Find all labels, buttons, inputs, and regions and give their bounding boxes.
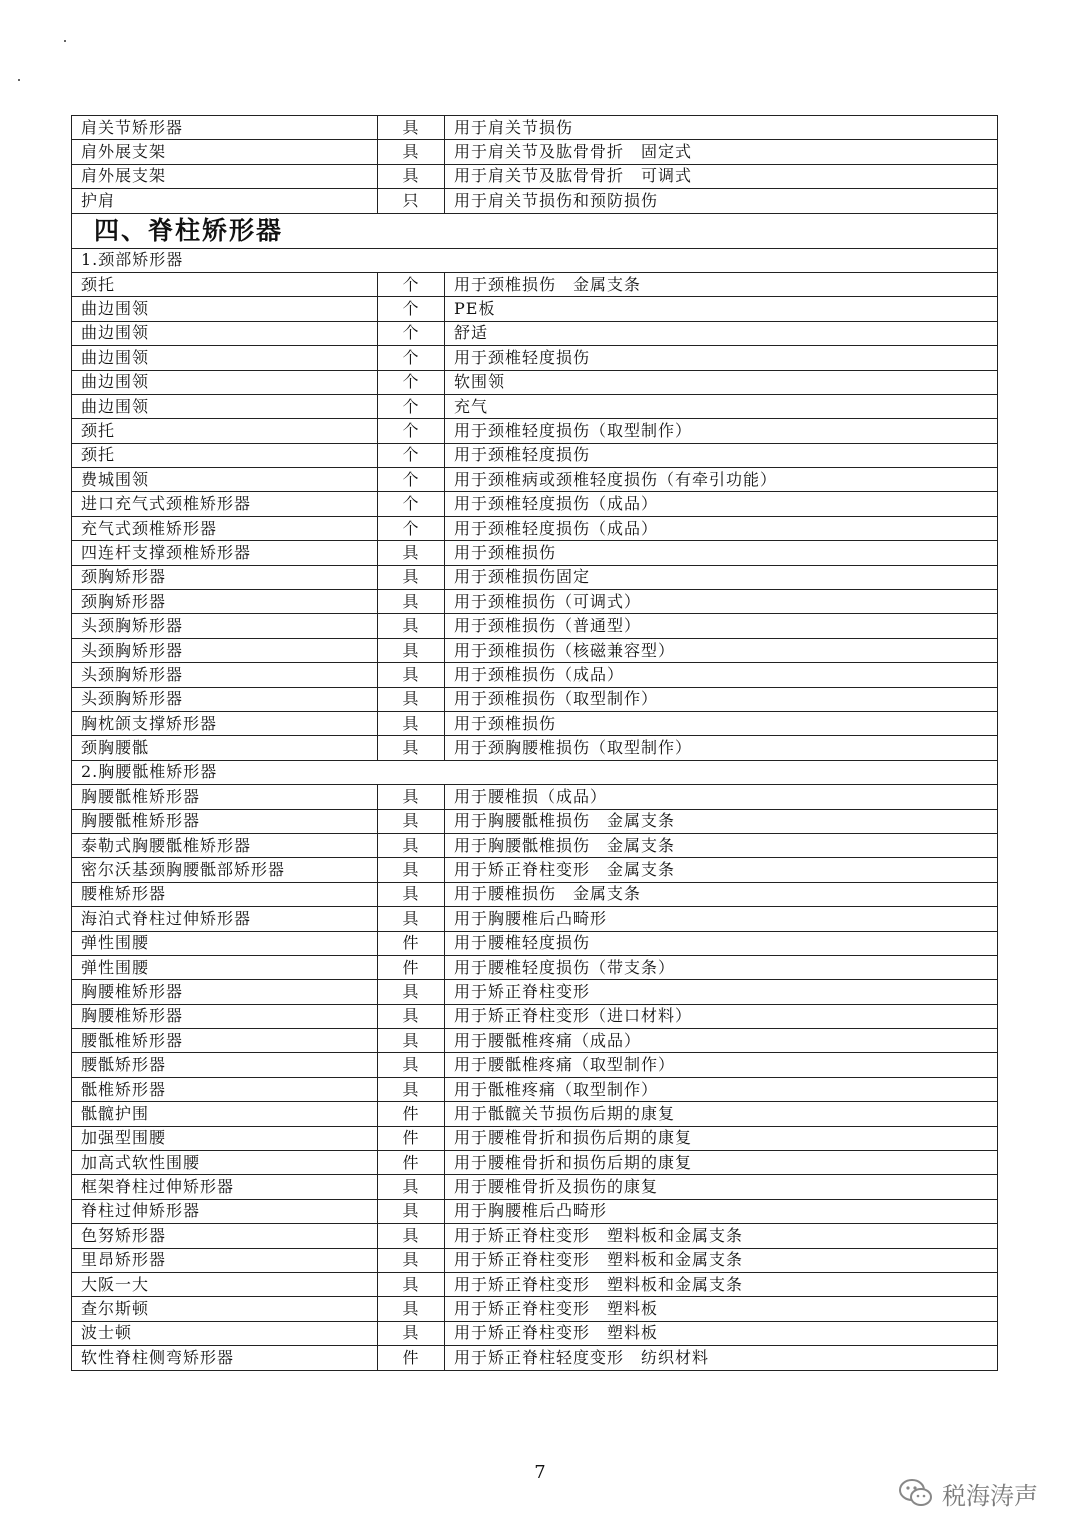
- item-unit: 具: [378, 882, 445, 906]
- item-name: 加强型围腰: [72, 1126, 378, 1150]
- item-name: 腰骶椎矫形器: [72, 1029, 378, 1053]
- item-unit: 个: [378, 370, 445, 394]
- item-name: 护肩: [72, 189, 378, 213]
- item-description: 用于矫正脊柱变形 塑料板: [445, 1297, 998, 1321]
- item-unit: 具: [378, 785, 445, 809]
- item-unit: 具: [378, 687, 445, 711]
- item-name: 腰椎矫形器: [72, 882, 378, 906]
- table-row: [72, 736, 998, 760]
- item-unit: 具: [378, 1321, 445, 1345]
- item-description: 用于腰椎轻度损伤: [445, 931, 998, 955]
- item-description: 用于颈椎损伤（成品）: [445, 663, 998, 687]
- table-row: [72, 1199, 998, 1223]
- item-description: 用于腰骶椎疼痛（成品）: [445, 1029, 998, 1053]
- item-name: 颈胸矫形器: [72, 590, 378, 614]
- item-name: 胸腰椎矫形器: [72, 980, 378, 1004]
- item-description: 用于颈椎损伤: [445, 541, 998, 565]
- item-name: 曲边围领: [72, 321, 378, 345]
- table-row: [72, 541, 998, 565]
- watermark: [898, 1476, 1038, 1510]
- section-heading-row: [72, 213, 998, 248]
- section-heading: 四、脊柱矫形器: [72, 213, 998, 248]
- table-row: [72, 419, 998, 443]
- table-row: [72, 663, 998, 687]
- table-row: [72, 785, 998, 809]
- item-description: 用于腰椎骨折及损伤的康复: [445, 1175, 998, 1199]
- item-unit: 件: [378, 931, 445, 955]
- item-unit: 个: [378, 297, 445, 321]
- item-unit: 个: [378, 272, 445, 296]
- item-description: 用于颈椎轻度损伤: [445, 346, 998, 370]
- item-name: 胸腰骶椎矫形器: [72, 809, 378, 833]
- item-unit: 具: [378, 711, 445, 735]
- table-row: [72, 590, 998, 614]
- table-row: [72, 1102, 998, 1126]
- subsection-heading: 2.胸腰骶椎矫形器: [72, 760, 998, 784]
- item-unit: 具: [378, 1272, 445, 1296]
- item-name: 肩关节矫形器: [72, 116, 378, 140]
- subsection-heading: 1.颈部矫形器: [72, 248, 998, 272]
- table-row: [72, 297, 998, 321]
- item-description: 用于颈椎损伤 金属支条: [445, 272, 998, 296]
- item-unit: 件: [378, 1126, 445, 1150]
- item-name: 颈胸矫形器: [72, 565, 378, 589]
- item-unit: 具: [378, 858, 445, 882]
- item-description: 用于胸腰椎后凸畸形: [445, 1199, 998, 1223]
- item-name: 颈托: [72, 419, 378, 443]
- item-description: 用于腰椎轻度损伤（带支条）: [445, 955, 998, 979]
- item-name: 颈托: [72, 272, 378, 296]
- item-name: 曲边围领: [72, 297, 378, 321]
- item-description: 用于骶髋关节损伤后期的康复: [445, 1102, 998, 1126]
- table-row: [72, 321, 998, 345]
- item-unit: 具: [378, 164, 445, 188]
- item-description: 用于颈椎病或颈椎轻度损伤（有牵引功能）: [445, 468, 998, 492]
- item-name: 曲边围领: [72, 346, 378, 370]
- item-description: 用于颈椎损伤固定: [445, 565, 998, 589]
- item-unit: 件: [378, 955, 445, 979]
- item-unit: 具: [378, 1029, 445, 1053]
- table-row: [72, 1175, 998, 1199]
- item-description: 用于肩关节及肱骨骨折 固定式: [445, 140, 998, 164]
- item-unit: 具: [378, 638, 445, 662]
- table-row: [72, 907, 998, 931]
- item-description: 用于肩关节损伤: [445, 116, 998, 140]
- item-description: 用于矫正脊柱变形 塑料板: [445, 1321, 998, 1345]
- table-row: [72, 272, 998, 296]
- item-name: 软性脊柱侧弯矫形器: [72, 1346, 378, 1370]
- item-name: 加高式软性围腰: [72, 1151, 378, 1175]
- item-name: 腰骶矫形器: [72, 1053, 378, 1077]
- item-name: 胸腰骶椎矫形器: [72, 785, 378, 809]
- item-name: 颈胸腰骶: [72, 736, 378, 760]
- table-row: [72, 565, 998, 589]
- item-unit: 个: [378, 321, 445, 345]
- scan-speck: [64, 40, 66, 42]
- item-description: 用于颈椎轻度损伤（成品）: [445, 492, 998, 516]
- table-row: [72, 443, 998, 467]
- item-unit: 具: [378, 809, 445, 833]
- item-name: 胸腰椎矫形器: [72, 1004, 378, 1028]
- table-row: [72, 1029, 998, 1053]
- item-description: 用于腰骶椎疼痛（取型制作）: [445, 1053, 998, 1077]
- item-name: 充气式颈椎矫形器: [72, 516, 378, 540]
- item-unit: 个: [378, 468, 445, 492]
- table-row: [72, 638, 998, 662]
- table-row: [72, 955, 998, 979]
- item-name: 弹性围腰: [72, 931, 378, 955]
- item-name: 费城围领: [72, 468, 378, 492]
- item-description: 用于腰椎损伤 金属支条: [445, 882, 998, 906]
- item-unit: 个: [378, 516, 445, 540]
- item-name: 头颈胸矫形器: [72, 638, 378, 662]
- item-description: 用于矫正脊柱变形（进口材料）: [445, 1004, 998, 1028]
- item-name: 曲边围领: [72, 370, 378, 394]
- item-description: 用于矫正脊柱变形: [445, 980, 998, 1004]
- item-description: 用于颈椎轻度损伤: [445, 443, 998, 467]
- item-name: 密尔沃基颈胸腰骶部矫形器: [72, 858, 378, 882]
- item-unit: 具: [378, 1248, 445, 1272]
- item-name: 曲边围领: [72, 394, 378, 418]
- item-unit: 具: [378, 663, 445, 687]
- item-description: 用于颈椎损伤（核磁兼容型）: [445, 638, 998, 662]
- table-row: [72, 1346, 998, 1370]
- item-name: 胸枕颌支撑矫形器: [72, 711, 378, 735]
- item-name: 头颈胸矫形器: [72, 687, 378, 711]
- table-row: [72, 931, 998, 955]
- item-name: 色努矫形器: [72, 1224, 378, 1248]
- table-row: [72, 164, 998, 188]
- item-unit: 具: [378, 614, 445, 638]
- item-description: 用于颈椎损伤（普通型）: [445, 614, 998, 638]
- item-description: 用于矫正脊柱变形 塑料板和金属支条: [445, 1224, 998, 1248]
- table-row: [72, 370, 998, 394]
- item-description: 用于肩关节损伤和预防损伤: [445, 189, 998, 213]
- item-description: 充气: [445, 394, 998, 418]
- table-row: [72, 980, 998, 1004]
- item-unit: 具: [378, 1053, 445, 1077]
- item-description: 用于骶椎疼痛（取型制作）: [445, 1077, 998, 1101]
- item-name: 进口充气式颈椎矫形器: [72, 492, 378, 516]
- table-row: [72, 516, 998, 540]
- item-name: 四连杆支撑颈椎矫形器: [72, 541, 378, 565]
- item-unit: 具: [378, 1077, 445, 1101]
- table-row: [72, 687, 998, 711]
- item-name: 肩外展支架: [72, 140, 378, 164]
- table-row: [72, 711, 998, 735]
- table-row: [72, 1224, 998, 1248]
- item-name: 骶髋护围: [72, 1102, 378, 1126]
- wechat-icon: [898, 1478, 934, 1508]
- table-row: [72, 809, 998, 833]
- item-description: 用于矫正脊柱轻度变形 纺织材料: [445, 1346, 998, 1370]
- item-unit: 件: [378, 1346, 445, 1370]
- table-row: [72, 833, 998, 857]
- item-unit: 只: [378, 189, 445, 213]
- item-name: 框架脊柱过伸矫形器: [72, 1175, 378, 1199]
- item-name: 骶椎矫形器: [72, 1077, 378, 1101]
- item-name: 脊柱过伸矫形器: [72, 1199, 378, 1223]
- item-description: 用于颈椎轻度损伤（成品）: [445, 516, 998, 540]
- table-row: [72, 189, 998, 213]
- table-row: [72, 1321, 998, 1345]
- table-row: [72, 1297, 998, 1321]
- item-unit: 个: [378, 443, 445, 467]
- item-name: 大阪一大: [72, 1272, 378, 1296]
- item-description: PE板: [445, 297, 998, 321]
- table-row: [72, 882, 998, 906]
- item-description: 用于肩关节及肱骨骨折 可调式: [445, 164, 998, 188]
- table-row: [72, 394, 998, 418]
- table-row: [72, 468, 998, 492]
- item-unit: 具: [378, 590, 445, 614]
- item-description: 用于矫正脊柱变形 金属支条: [445, 858, 998, 882]
- table-row: [72, 1077, 998, 1101]
- item-description: 用于颈椎损伤（可调式）: [445, 590, 998, 614]
- page-number: 7: [534, 1462, 546, 1483]
- subsection-heading-row: [72, 248, 998, 272]
- item-description: 用于腰椎骨折和损伤后期的康复: [445, 1126, 998, 1150]
- item-description: 用于胸腰骶椎损伤 金属支条: [445, 833, 998, 857]
- item-unit: 个: [378, 492, 445, 516]
- item-unit: 具: [378, 1199, 445, 1223]
- item-unit: 件: [378, 1151, 445, 1175]
- table-row: [72, 1004, 998, 1028]
- item-name: 头颈胸矫形器: [72, 663, 378, 687]
- table-row: [72, 614, 998, 638]
- item-unit: 具: [378, 833, 445, 857]
- table-row: [72, 116, 998, 140]
- item-name: 波士顿: [72, 1321, 378, 1345]
- item-name: 肩外展支架: [72, 164, 378, 188]
- table-row: [72, 1151, 998, 1175]
- table-row: [72, 140, 998, 164]
- subsection-heading-row: [72, 760, 998, 784]
- item-unit: 具: [378, 116, 445, 140]
- item-name: 海泊式脊柱过伸矫形器: [72, 907, 378, 931]
- item-unit: 个: [378, 346, 445, 370]
- item-description: 用于颈胸腰椎损伤（取型制作）: [445, 736, 998, 760]
- item-unit: 具: [378, 980, 445, 1004]
- item-name: 弹性围腰: [72, 955, 378, 979]
- item-unit: 个: [378, 419, 445, 443]
- item-name: 里昂矫形器: [72, 1248, 378, 1272]
- item-description: 舒适: [445, 321, 998, 345]
- item-description: 用于矫正脊柱变形 塑料板和金属支条: [445, 1272, 998, 1296]
- item-description: 用于颈椎损伤: [445, 711, 998, 735]
- item-unit: 件: [378, 1102, 445, 1126]
- item-description: 用于颈椎损伤（取型制作）: [445, 687, 998, 711]
- table-row: [72, 1126, 998, 1150]
- device-table: [71, 115, 998, 1371]
- item-description: 用于胸腰椎后凸畸形: [445, 907, 998, 931]
- table-row: [72, 346, 998, 370]
- item-description: 用于胸腰骶椎损伤 金属支条: [445, 809, 998, 833]
- table-row: [72, 858, 998, 882]
- scan-speck: [18, 79, 20, 81]
- table-row: [72, 492, 998, 516]
- item-description: 用于腰椎骨折和损伤后期的康复: [445, 1151, 998, 1175]
- table-row: [72, 1053, 998, 1077]
- item-description: 用于矫正脊柱变形 塑料板和金属支条: [445, 1248, 998, 1272]
- item-unit: 具: [378, 1175, 445, 1199]
- item-unit: 个: [378, 394, 445, 418]
- item-description: 软围领: [445, 370, 998, 394]
- item-name: 泰勒式胸腰骶椎矫形器: [72, 833, 378, 857]
- item-unit: 具: [378, 140, 445, 164]
- item-unit: 具: [378, 1224, 445, 1248]
- item-unit: 具: [378, 565, 445, 589]
- watermark-text: 税海涛声: [942, 1481, 1038, 1510]
- item-unit: 具: [378, 907, 445, 931]
- item-description: 用于颈椎轻度损伤（取型制作）: [445, 419, 998, 443]
- item-unit: 具: [378, 1004, 445, 1028]
- item-description: 用于腰椎损（成品）: [445, 785, 998, 809]
- table-row: [72, 1248, 998, 1272]
- table-row: [72, 1272, 998, 1296]
- item-name: 头颈胸矫形器: [72, 614, 378, 638]
- item-name: 查尔斯顿: [72, 1297, 378, 1321]
- item-unit: 具: [378, 1297, 445, 1321]
- item-unit: 具: [378, 736, 445, 760]
- item-name: 颈托: [72, 443, 378, 467]
- item-unit: 具: [378, 541, 445, 565]
